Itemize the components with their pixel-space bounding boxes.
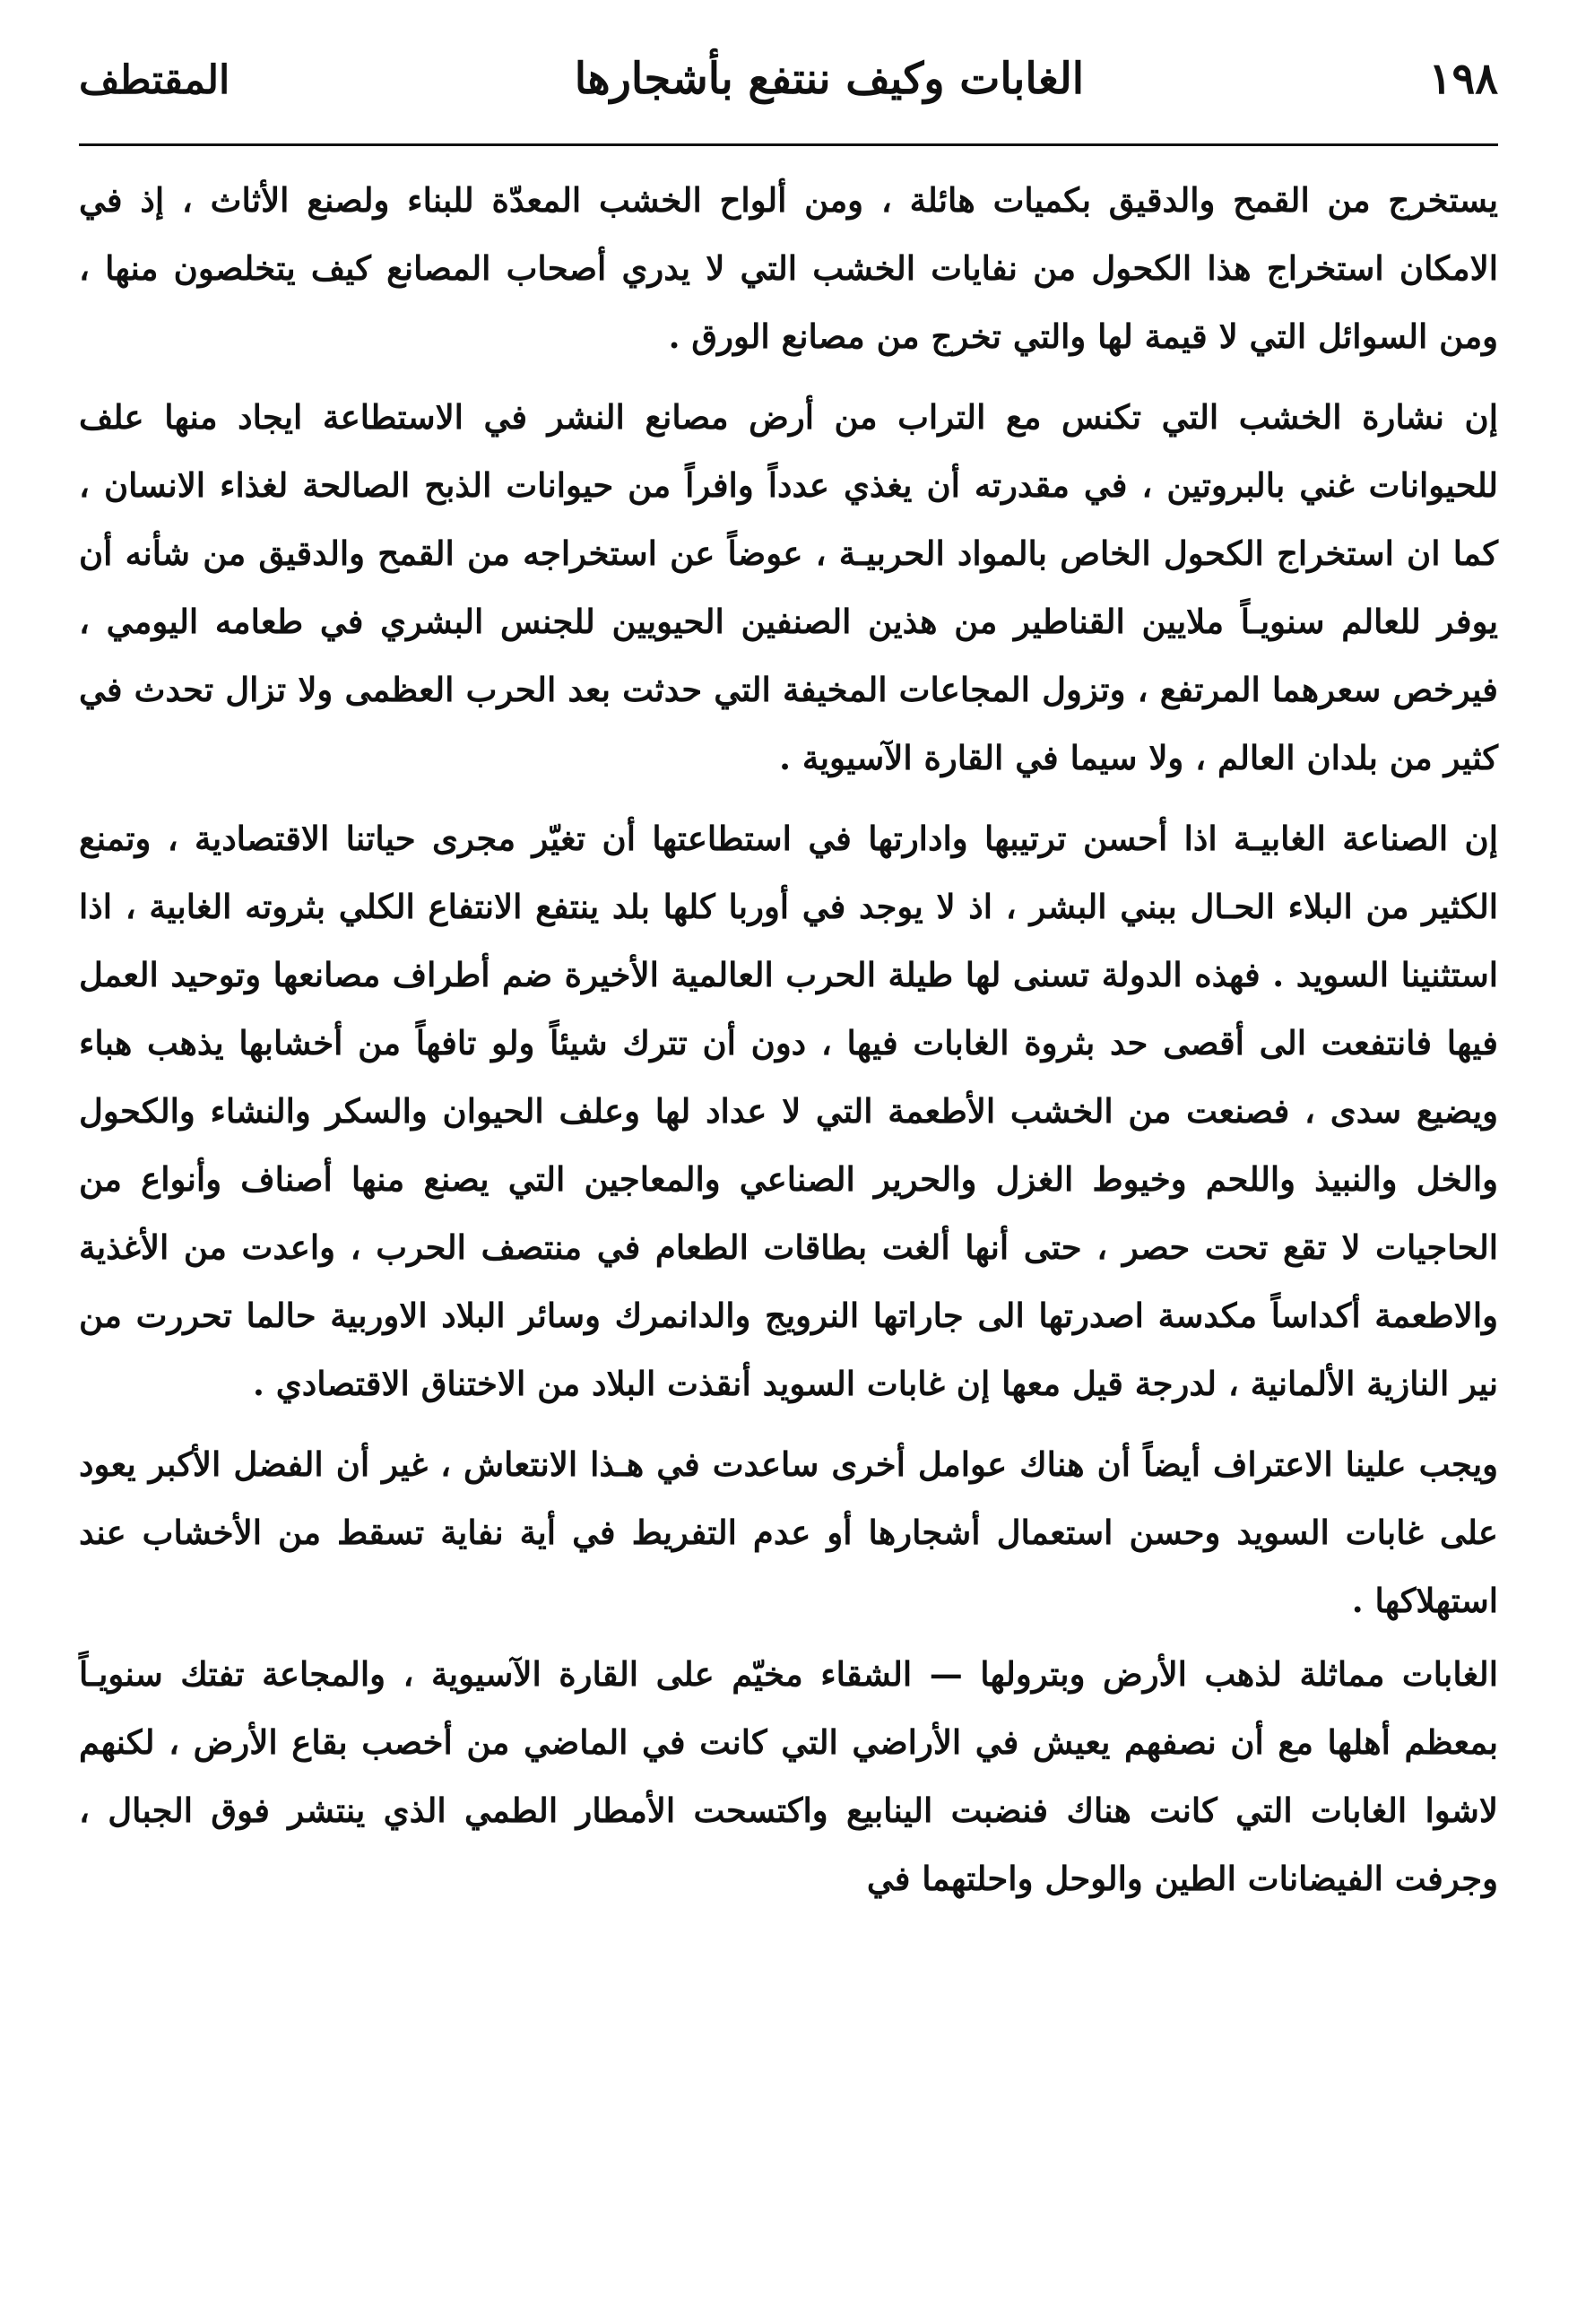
header-rule [79, 143, 1498, 146]
page-number: ١٩٨ [1428, 54, 1498, 104]
article-body [79, 166, 1498, 1912]
section-heading-paragraph: الغابات مماثلة لذهب الأرض وبترولها — الشقاء مخيّم على القارة الآسيوية ، والمجاعة تفتك سنويـاً بمعظم أهلها مع أن نصفهم يعيش في الأراضي التي كانت في الماضي من أخصب بقاع الأرض ، لكنهم لاشوا الغابات التي كانت هناك فنضبت الينابيع واكتسحت الأمطار الطمي الذي ينتشر فوق الجبال ، وجرفت الفيضانات الطين والوحل واحلتهما في [79, 1654, 1498, 1898]
running-title: الغابات وكيف ننتفع بأشجارها [574, 54, 1085, 104]
paragraph: ويجب علينا الاعتراف أيضاً أن هناك عوامل أخرى ساعدت في هـذا الانتعاش ، غير أن الفضل الأكبر يعود على غابات السويد وحسن استعمال أشجارها أو عدم التفريط في أية نفاية تسقط من الأخشاب عند استهلاكها . [79, 1444, 1498, 1620]
paragraph: يستخرج من القمح والدقيق بكميات هائلة ، ومن ألواح الخشب المعدّة للبناء ولصنع الأثاث ، إذ في الامكان استخراج هذا الكحول من نفايات الخشب التي لا يدري أصحاب المصانع كيف يتخلصون منها ، ومن السوائل التي لا قيمة لها والتي تخرج من مصانع الورق . [79, 180, 1498, 356]
journal-name: المقتطف [79, 57, 230, 103]
paragraph: إن الصناعة الغابيـة اذا أحسن ترتيبها وادارتها في استطاعتها أن تغيّر مجرى حياتنا الاقتصادية ، وتمنع الكثير من البلاء الحـال ببني البشر ، اذ لا يوجد في أوربا كلها بلد ينتفع الانتفاع الكلي بثروته الغابية ، اذا استثنينا السويد . فهذه الدولة تسنى لها طيلة الحرب العالمية الأخيرة ضم أطراف مصانعها وتوحيد العمل فيها فانتفعت الى أقصى حد بثروة الغابات فيها ، دون أن تترك شيئاً ولو تافهاً من أخشابها يذهب هباء ويضيع سدى ، فصنعت من الخشب الأطعمة التي لا عداد لها وعلف الحيوان والسكر والنشاء والكحول والخل والنبيذ واللحم وخيوط الغزل والحرير الصناعي والمعاجين التي يصنع منها أصناف وأنواع من الحاجيات لا تقع تحت حصر ، حتى أنها ألغت بطاقات الطعام في منتصف الحرب ، واعدت من الأغذية والاطعمة أكداساً مكدسة اصدرتها الى جاراتها النرويج والدانمرك وسائر البلاد الاوربية حالما تحررت من نير النازية الألمانية ، لدرجة قيل معها إن غابات السويد أنقذت البلاد من الاختناق الاقتصادي . [79, 819, 1498, 1403]
paragraph: إن نشارة الخشب التي تكنس مع التراب من أرض مصانع النشر في الاستطاعة ايجاد منها علف للحيوانات غني بالبروتين ، في مقدرته أن يغذي عدداً وافراً من حيوانات الذبح الصالحة لغذاء الانسان ، كما ان استخراج الكحول الخاص بالمواد الحربيـة ، عوضاً عن استخراجه من القمح والدقيق من شأنه أن يوفر للعالم سنويـاً ملايين القناطير من هذين الصنفين الحيويين للجنس البشري في طعامه اليومي ، فيرخص سعرهما المرتفع ، وتزول المجاعات المخيفة التي حدثت بعد الحرب العظمى ولا تزال تحدث في كثير من بلدان العالم ، ولا سيما في القارة الآسيوية . [79, 397, 1498, 777]
page-header [79, 54, 1498, 124]
